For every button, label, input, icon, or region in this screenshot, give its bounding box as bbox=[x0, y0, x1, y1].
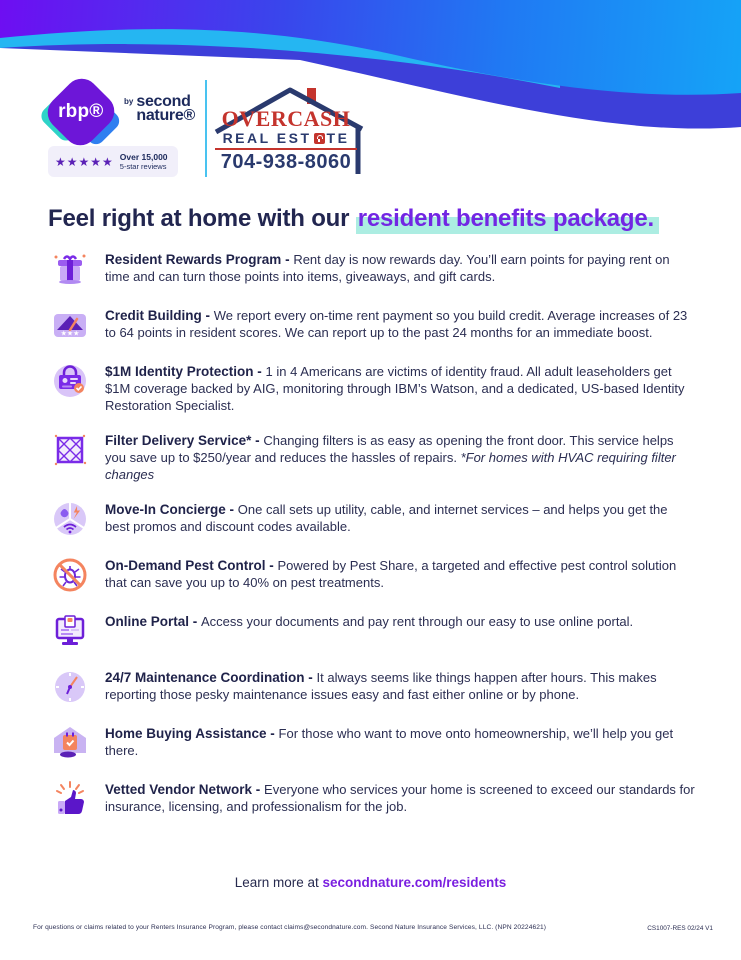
move-in-concierge-icon bbox=[50, 499, 90, 539]
benefit-description: Changing filters is as easy as opening the front door. This service helps you save up to $250/year and reduces the hassles of repairs. bbox=[105, 433, 674, 465]
benefit-title: Vetted Vendor Network bbox=[105, 782, 253, 797]
benefits-list bbox=[50, 249, 695, 835]
benefit-description: Everyone who services your home is screened to exceed our standards for insurance, licensing, and professionalism for the job. bbox=[105, 782, 695, 814]
overcash-rule bbox=[215, 148, 357, 150]
learn-more-line bbox=[0, 875, 741, 890]
benefit-item bbox=[50, 305, 695, 345]
rbp-logo bbox=[50, 82, 112, 144]
benefit-title: Online Portal bbox=[105, 614, 190, 629]
filter-icon bbox=[50, 430, 90, 470]
thumbs-up-icon bbox=[50, 779, 90, 819]
learn-more-prefix: Learn more at bbox=[234, 875, 323, 890]
byline-by: by bbox=[124, 97, 134, 106]
benefit-separator: - bbox=[252, 782, 265, 797]
benefit-title: Move-In Concierge bbox=[105, 502, 226, 517]
home-buying-icon bbox=[50, 723, 90, 763]
online-portal-icon bbox=[50, 611, 90, 651]
tagline-pre: REAL EST bbox=[222, 130, 312, 146]
overcash-logo bbox=[212, 82, 372, 176]
five-star-icon: ★★★★★ bbox=[55, 154, 114, 169]
benefit-description: For those who want to move onto homeownership, we’ll help you get there. bbox=[105, 726, 674, 758]
rbp-logo-shield bbox=[41, 72, 122, 153]
benefit-description: Powered by Pest Share, a targeted and effective pest control solution that can save you up to 40% on pest treatments. bbox=[105, 558, 677, 590]
byline-brand bbox=[136, 95, 195, 123]
benefit-separator: - bbox=[225, 502, 238, 517]
benefit-separator: - bbox=[266, 726, 279, 741]
benefit-separator: - bbox=[189, 614, 202, 629]
rbp-logo-text: rbp® bbox=[58, 101, 104, 122]
gift-icon bbox=[50, 249, 90, 289]
page-title bbox=[48, 203, 708, 235]
benefit-item bbox=[50, 555, 695, 595]
benefit-separator: - bbox=[201, 308, 214, 323]
benefit-title: $1M Identity Protection bbox=[105, 364, 254, 379]
id-card-icon bbox=[50, 361, 90, 401]
benefit-title: Filter Delivery Service* bbox=[105, 433, 252, 448]
benefit-description: 1 in 4 Americans are victims of identity fraud. All adult leaseholders get $1M coverage backed by AIG, monitoring through IBM’s Watson, and a dedicated, US-based Identity Restoration Specialist. bbox=[105, 364, 685, 413]
benefit-item bbox=[50, 430, 695, 483]
overcash-name: OVERCASH bbox=[221, 106, 351, 131]
reviews-label: 5-star reviews bbox=[119, 162, 167, 171]
benefit-title: On-Demand Pest Control bbox=[105, 558, 266, 573]
headline-highlight: resident benefits package. bbox=[356, 205, 659, 234]
benefit-separator: - bbox=[251, 433, 264, 448]
svg-text:★★★: ★★★ bbox=[60, 330, 80, 338]
headline-prefix: Feel right at home with our bbox=[48, 205, 356, 232]
benefit-title: Home Buying Assistance bbox=[105, 726, 267, 741]
benefit-description: It always seems like things happen after hours. This makes reporting those pesky maintenance issues easy and fast either online or by phone. bbox=[105, 670, 657, 702]
overcash-tagline bbox=[223, 130, 350, 146]
document-code: CS1007-RES 02/24 V1 bbox=[647, 925, 713, 932]
brand-line1: second bbox=[136, 93, 191, 110]
reviews-badge bbox=[48, 146, 178, 177]
logo-divider bbox=[205, 80, 207, 177]
tagline-post: TE bbox=[326, 130, 350, 146]
overcash-phone: 704-938-8060 bbox=[220, 151, 352, 173]
pest-control-icon bbox=[50, 555, 90, 595]
benefit-title: 24/7 Maintenance Coordination bbox=[105, 670, 305, 685]
legal-text: For questions or claims related to your Renters Insurance Program, please contact claims@secondnature.com. Second Nature Insurance Services, LLC. (NPN 20224621) bbox=[33, 924, 547, 931]
benefit-separator: - bbox=[265, 558, 278, 573]
benefit-description: Access your documents and pay rent through our easy to use online portal. bbox=[201, 614, 634, 629]
benefit-item bbox=[50, 779, 695, 819]
reviews-count: Over 15,000 bbox=[119, 152, 168, 162]
residents-link[interactable]: secondnature.com/residents bbox=[322, 875, 507, 890]
benefit-separator: - bbox=[253, 364, 266, 379]
benefit-item bbox=[50, 667, 695, 707]
benefit-title: Resident Rewards Program bbox=[105, 252, 282, 267]
padlock-icon bbox=[314, 133, 325, 144]
benefit-title: Credit Building bbox=[105, 308, 202, 323]
benefit-item bbox=[50, 499, 695, 539]
benefit-item bbox=[50, 361, 695, 414]
credit-gauge-icon bbox=[50, 305, 90, 345]
benefit-note: *For homes with HVAC requiring filter changes bbox=[105, 450, 676, 482]
benefit-item bbox=[50, 611, 695, 651]
benefit-description: Rent day is now rewards day. You’ll earn points for paying rent on time and can turn those points into items, giveaways, and gift cards. bbox=[105, 252, 670, 284]
benefit-description: One call sets up utility, cable, and internet services – and helps you get the best promos and discount codes available. bbox=[105, 502, 668, 534]
second-nature-wordmark bbox=[124, 95, 195, 123]
benefit-separator: - bbox=[281, 252, 294, 267]
clock-icon bbox=[50, 667, 90, 707]
benefit-description: We report every on-time rent payment so you build credit. Average increases of 23 to 64 points in resident scores. We can report up to the past 24 months for an immediate boost. bbox=[105, 308, 688, 340]
benefit-item bbox=[50, 249, 695, 289]
brand-line2: nature® bbox=[136, 107, 195, 124]
benefit-separator: - bbox=[304, 670, 317, 685]
benefit-item bbox=[50, 723, 695, 763]
